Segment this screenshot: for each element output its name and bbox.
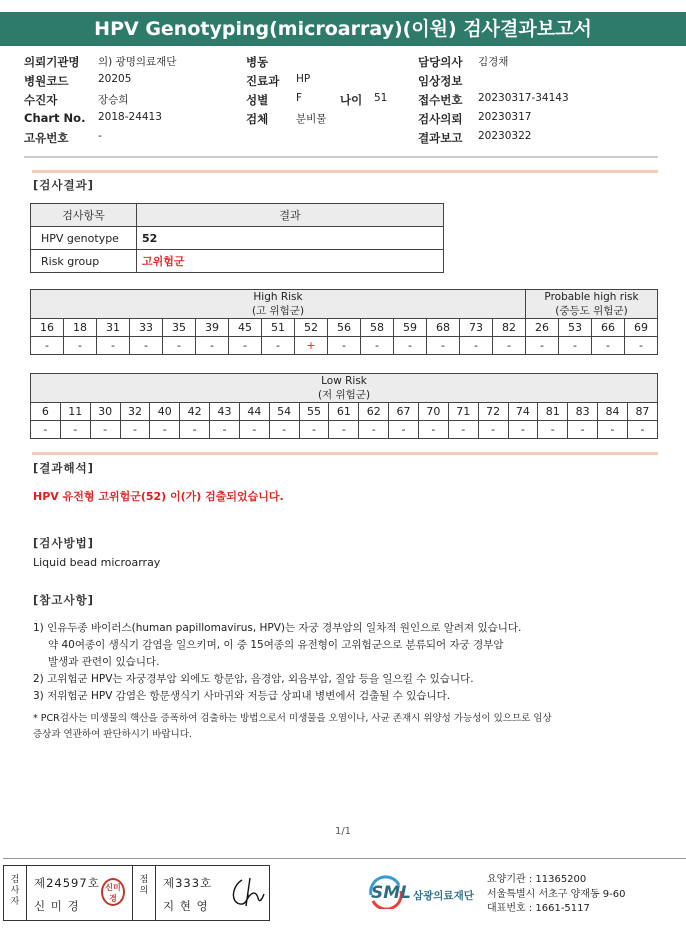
high-risk-header bbox=[31, 290, 526, 319]
receipt-number-value: 20230317-34143 bbox=[478, 92, 569, 104]
genotype-result-cell: - bbox=[60, 421, 90, 439]
genotype-cell: 62 bbox=[359, 403, 389, 421]
genotype-cell: 11 bbox=[60, 403, 90, 421]
genotype-cell: 69 bbox=[625, 319, 658, 337]
genotype-result-cell: - bbox=[328, 337, 361, 355]
tester-box bbox=[26, 865, 133, 921]
genotype-result-cell: - bbox=[130, 337, 163, 355]
tester-label-box bbox=[3, 865, 27, 921]
genotype-result-cell: - bbox=[592, 337, 625, 355]
report-date-label: 결과보고 bbox=[418, 131, 463, 145]
genotype-cell: 39 bbox=[196, 319, 229, 337]
genotype-result-cell: + bbox=[295, 337, 328, 355]
genotype-result-cell: - bbox=[427, 337, 460, 355]
genotype-cell: 56 bbox=[328, 319, 361, 337]
sml-logo-text: SML bbox=[371, 883, 411, 903]
low-risk-title: Low Risk bbox=[321, 375, 367, 387]
genotype-cell: 84 bbox=[598, 403, 628, 421]
high-risk-subtitle: (고 위험군) bbox=[251, 305, 305, 317]
tester-seal-stamp bbox=[101, 878, 125, 906]
report-date-value: 20230322 bbox=[478, 130, 532, 142]
company-address: 서울특별시 서초구 양재동 9-60 bbox=[487, 888, 626, 900]
signature-icon bbox=[228, 872, 266, 912]
genotype-cell: 35 bbox=[163, 319, 196, 337]
probable-risk-subtitle: (중등도 위험군) bbox=[555, 305, 628, 317]
note-1-cont: 약 40여종이 생식기 감염을 일으키며, 이 중 15여종의 유전형이 고위험군으로 분류되어 자궁 경부암 bbox=[48, 639, 504, 651]
seal-text: 신미경 bbox=[105, 883, 121, 903]
genotype-cell: 18 bbox=[64, 319, 97, 337]
genotype-cell: 58 bbox=[361, 319, 394, 337]
page-number: 1/1 bbox=[334, 826, 352, 837]
genotype-result-cell: - bbox=[448, 421, 478, 439]
tester-license: 제24597호 bbox=[34, 876, 100, 890]
section-title-interpretation: [결과해석] bbox=[33, 461, 94, 475]
genotype-result-cell: - bbox=[299, 421, 329, 439]
genotype-cell: 73 bbox=[460, 319, 493, 337]
genotype-cell: 40 bbox=[150, 403, 180, 421]
genotype-cell: 6 bbox=[31, 403, 61, 421]
provider-number: 요양기관 : 11365200 bbox=[487, 874, 587, 885]
low-risk-header bbox=[31, 374, 658, 403]
note-3: 3) 저위험군 HPV 감염은 항문생식기 사마귀와 저등급 상피내 병변에서 검출될 수 있습니다. bbox=[33, 690, 451, 702]
genotype-result-cell: - bbox=[478, 421, 508, 439]
genotype-cell: 45 bbox=[229, 319, 262, 337]
genotype-result-cell: - bbox=[359, 421, 389, 439]
unique-id-label: 고유번호 bbox=[24, 131, 69, 145]
genotype-result-cell: - bbox=[31, 421, 61, 439]
chart-number-label: Chart No. bbox=[24, 111, 86, 125]
hpv-genotype-label: HPV genotype bbox=[31, 227, 137, 250]
note-1: 1) 인유두종 바이러스(human papillomavirus, HPV)는 자궁 경부암의 일차적 원인으로 알려져 있습니다. bbox=[33, 622, 522, 634]
genotype-result-cell: - bbox=[598, 421, 628, 439]
physician-license: 제333호 bbox=[163, 876, 213, 890]
genotype-cell: 44 bbox=[239, 403, 269, 421]
physician-vertical-label: 점의 bbox=[139, 875, 149, 896]
ward-label: 병동 bbox=[246, 55, 269, 69]
genotype-result-cell: - bbox=[625, 337, 658, 355]
genotype-result-cell: - bbox=[627, 421, 657, 439]
genotype-cell: 72 bbox=[478, 403, 508, 421]
genotype-cell: 68 bbox=[427, 319, 460, 337]
specimen-value: 분비물 bbox=[296, 113, 327, 125]
section-title-result: [검사결과] bbox=[33, 178, 94, 192]
company-phone: 대표번호 : 1661-5117 bbox=[487, 903, 590, 914]
genotype-result-cell: - bbox=[538, 421, 568, 439]
genotype-cell: 16 bbox=[31, 319, 64, 337]
doctor-label: 담당의사 bbox=[418, 55, 463, 69]
genotype-cell: 43 bbox=[210, 403, 240, 421]
method-text: Liquid bead microarray bbox=[33, 556, 161, 569]
age-value: 51 bbox=[374, 92, 388, 104]
low-risk-subtitle: (저 위험군) bbox=[317, 389, 371, 401]
doctor-value: 김경채 bbox=[478, 56, 509, 68]
department-value: HP bbox=[296, 73, 311, 85]
genotype-result-cell: - bbox=[97, 337, 130, 355]
tester-vertical-label: 검사자 bbox=[10, 875, 20, 907]
section-title-notes: [참고사항] bbox=[33, 593, 94, 607]
divider bbox=[32, 452, 658, 455]
physician-label-box bbox=[132, 865, 156, 921]
age-label: 나이 bbox=[340, 93, 363, 107]
genotype-result-cell: - bbox=[180, 421, 210, 439]
genotype-cell: 32 bbox=[120, 403, 150, 421]
section-title-method: [검사방법] bbox=[33, 536, 94, 550]
patient-value: 장승희 bbox=[98, 94, 129, 106]
genotype-result-cell: - bbox=[361, 337, 394, 355]
patient-info-block bbox=[24, 54, 664, 149]
genotype-cell: 51 bbox=[262, 319, 295, 337]
genotype-result-cell: - bbox=[31, 337, 64, 355]
genotype-result-cell: - bbox=[64, 337, 97, 355]
genotype-result-cell: - bbox=[120, 421, 150, 439]
header-result: 결과 bbox=[137, 204, 444, 227]
genotype-cell: 26 bbox=[526, 319, 559, 337]
request-date-value: 20230317 bbox=[478, 111, 532, 123]
genotype-result-cell: - bbox=[262, 337, 295, 355]
genotype-result-cell: - bbox=[196, 337, 229, 355]
genotype-cell: 70 bbox=[418, 403, 448, 421]
receipt-number-label: 접수번호 bbox=[418, 93, 463, 107]
genotype-result-cell: - bbox=[418, 421, 448, 439]
genotype-result-cell: - bbox=[163, 337, 196, 355]
genotype-cell: 30 bbox=[90, 403, 120, 421]
genotype-result-cell: - bbox=[269, 421, 299, 439]
divider bbox=[32, 170, 658, 173]
footer bbox=[3, 865, 686, 923]
probable-risk-title: Probable high risk bbox=[544, 291, 639, 303]
genotype-result-cell: - bbox=[90, 421, 120, 439]
genotype-cell: 33 bbox=[130, 319, 163, 337]
genotype-cell: 82 bbox=[493, 319, 526, 337]
genotype-cell: 54 bbox=[269, 403, 299, 421]
disclaimer-line: * PCR검사는 미생물의 핵산을 증폭하여 검출하는 방법으로서 미생물을 오염이나, 사균 존재시 위양성 가능성이 있으므로 임상 bbox=[33, 713, 552, 724]
genotype-cell: 71 bbox=[448, 403, 478, 421]
disclaimer-line: 증상과 연관하여 판단하시기 바랍니다. bbox=[33, 729, 192, 740]
genotype-result-cell: - bbox=[239, 421, 269, 439]
genotype-cell: 53 bbox=[559, 319, 592, 337]
request-date-label: 검사의뢰 bbox=[418, 112, 463, 126]
hpv-genotype-value: 52 bbox=[137, 227, 444, 250]
report-title: HPV Genotyping(microarray)(이원) 검사결과보고서 bbox=[0, 12, 686, 46]
institution-value: 의) 광명의료재단 bbox=[98, 56, 177, 68]
physician-name: 지 현 영 bbox=[163, 899, 209, 913]
notes-list bbox=[33, 620, 633, 705]
specimen-label: 검체 bbox=[246, 112, 269, 126]
genotype-result-cell: - bbox=[210, 421, 240, 439]
patient-label: 수진자 bbox=[24, 93, 58, 107]
genotype-cell: 61 bbox=[329, 403, 359, 421]
genotype-result-cell: - bbox=[508, 421, 538, 439]
genotype-result-cell: - bbox=[150, 421, 180, 439]
high-risk-title: High Risk bbox=[253, 291, 303, 303]
genotype-cell: 52 bbox=[295, 319, 328, 337]
genotype-cell: 31 bbox=[97, 319, 130, 337]
result-table bbox=[30, 203, 444, 273]
high-risk-table bbox=[30, 289, 658, 355]
genotype-result-cell: - bbox=[493, 337, 526, 355]
genotype-result-cell: - bbox=[229, 337, 262, 355]
genotype-cell: 59 bbox=[394, 319, 427, 337]
probable-risk-header bbox=[526, 290, 658, 319]
tester-name: 신 미 경 bbox=[34, 899, 80, 913]
low-risk-table bbox=[30, 373, 658, 439]
risk-group-value: 고위험군 bbox=[137, 250, 444, 273]
genotype-cell: 87 bbox=[627, 403, 657, 421]
genotype-result-cell: - bbox=[526, 337, 559, 355]
genotype-result-cell: - bbox=[394, 337, 427, 355]
hospital-code-label: 병원코드 bbox=[24, 74, 69, 88]
sex-label: 성별 bbox=[246, 93, 269, 107]
genotype-cell: 74 bbox=[508, 403, 538, 421]
genotype-cell: 42 bbox=[180, 403, 210, 421]
genotype-cell: 67 bbox=[389, 403, 419, 421]
interpretation-text: HPV 유전형 고위험군(52) 이(가) 검출되었습니다. bbox=[33, 490, 284, 503]
sex-value: F bbox=[296, 92, 303, 104]
genotype-cell: 55 bbox=[299, 403, 329, 421]
note-1-cont: 발생과 관련이 있습니다. bbox=[48, 656, 160, 668]
genotype-cell: 83 bbox=[568, 403, 598, 421]
hospital-code-value: 20205 bbox=[98, 73, 132, 85]
disclaimer bbox=[33, 711, 643, 743]
physician-box bbox=[155, 865, 270, 921]
genotype-result-cell: - bbox=[559, 337, 592, 355]
unique-id-value: - bbox=[98, 130, 102, 142]
header-test-item: 검사항목 bbox=[31, 204, 137, 227]
genotype-cell: 81 bbox=[538, 403, 568, 421]
risk-group-label: Risk group bbox=[31, 250, 137, 273]
company-name: 삼광의료재단 bbox=[413, 890, 474, 902]
department-label: 진료과 bbox=[246, 74, 280, 88]
divider bbox=[24, 156, 658, 158]
note-2: 2) 고위험군 HPV는 자궁경부암 외에도 항문암, 음경암, 외음부암, 질암 등을 일으킬 수 있습니다. bbox=[33, 673, 474, 685]
genotype-cell: 66 bbox=[592, 319, 625, 337]
clinical-info-label: 임상정보 bbox=[418, 74, 463, 88]
genotype-result-cell: - bbox=[568, 421, 598, 439]
divider bbox=[3, 858, 686, 859]
genotype-result-cell: - bbox=[329, 421, 359, 439]
genotype-result-cell: - bbox=[460, 337, 493, 355]
chart-number-value: 2018-24413 bbox=[98, 111, 162, 123]
genotype-result-cell: - bbox=[389, 421, 419, 439]
company-info bbox=[487, 873, 626, 917]
institution-label: 의뢰기관명 bbox=[24, 55, 80, 69]
